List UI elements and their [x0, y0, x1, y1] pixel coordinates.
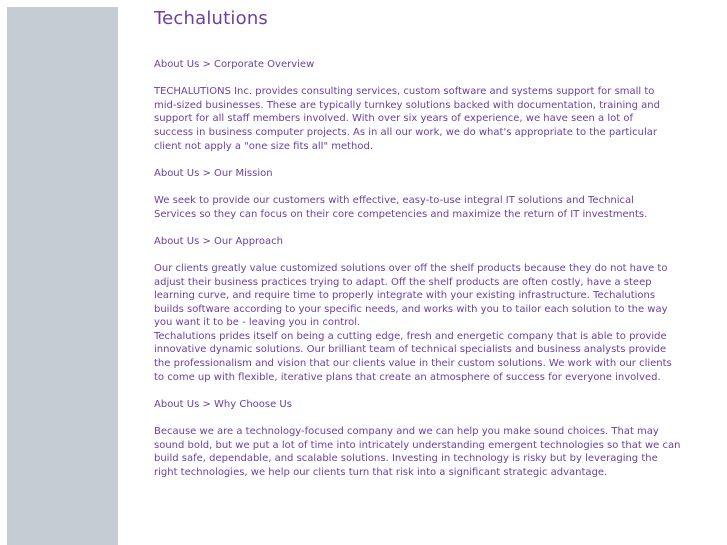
- section-body: We seek to provide our customers with effective, easy-to-use integral IT solutions and Technical Services so they can focus on their core competencies and maximize the return of IT investments.: [154, 194, 648, 220]
- site-title: Techalutions: [154, 8, 269, 29]
- section-body: Our clients greatly value customized solutions over off the shelf products because they do not have to adjust their business practices trying to adapt. Off the shelf products are often costly, have a steep learning curve, and require time to properly integrate with your existing infrastructure. Techalutions builds software according to your specific needs, and works with you to tailor each solution to the way you want it to be - leaving you in control. Techalutions prides itself on being a cutting edge, fresh and energetic company that is able to provide innovative dynamic solutions. Our brilliant team of technical specialists and business analysts provide the professionalism and vision that our clients value in their custom solutions. We work with our clients to come up with flexible, iterative plans that create an atmosphere of success for everyone involved.: [154, 262, 672, 383]
- section-heading: About Us > Our Approach: [154, 235, 284, 247]
- left-sidebar: [7, 7, 118, 545]
- section-our-approach: [154, 235, 699, 385]
- section-heading: About Us > Why Choose Us: [154, 398, 292, 410]
- main-content: [154, 7, 699, 493]
- section-heading: About Us > Our Mission: [154, 167, 273, 179]
- section-body: TECHALUTIONS Inc. provides consulting services, custom software and systems support for small to mid-sized businesses. These are typically turnkey solutions backed with documentation, training and support for all staff members involved. With over six years of experience, we have seen a lot of success in business computer projects. As in all our work, we do what's appropriate to the particular client not apply a "one size fits all" method.: [154, 86, 660, 152]
- section-corporate-overview: [154, 58, 699, 153]
- section-why-choose-us: [154, 398, 699, 480]
- section-body: Because we are a technology-focused company and we can help you make sound choices. That may sound bold, but we put a lot of time into intricately understanding emergent technologies so that we can build safe, dependable, and scalable solutions. Investing in technology is risky but by leveraging the right technologies, we help our clients turn that risk into a significant strategic advantage.: [154, 426, 681, 478]
- section-our-mission: [154, 167, 699, 221]
- section-heading: About Us > Corporate Overview: [154, 59, 315, 70]
